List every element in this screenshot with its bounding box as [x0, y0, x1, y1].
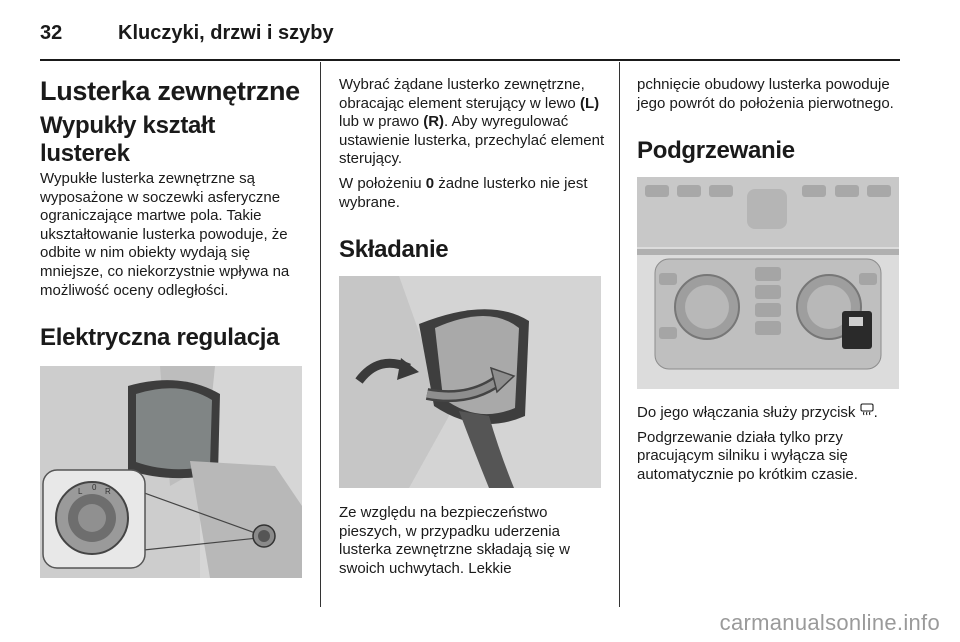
mirror-heating-icon [860, 403, 874, 423]
label-zero: 0 [92, 483, 97, 493]
figure-mirror-folding [339, 276, 601, 488]
section-title: Lusterka zewnętrzne [40, 76, 300, 106]
heating-panel-illustration [637, 177, 899, 389]
figure-mirror-control [40, 366, 302, 578]
column-divider-2 [619, 62, 620, 607]
bold-r: (R) [423, 113, 445, 131]
text-run: . [873, 404, 878, 422]
column-3 [637, 62, 903, 485]
selection-paragraph [339, 76, 605, 169]
bold-zero: 0 [425, 174, 435, 192]
text-run: . Aby wyregulować ustawienie lusterka, przechylać element sterujący. [339, 113, 605, 168]
text-run: lub w prawo [339, 113, 424, 131]
text-run: W położeniu [339, 174, 426, 192]
heating-operation-paragraph: Podgrzewanie działa tylko przy pracującym silniku i wyłącza się automatycznie po krótkim czasie. [637, 428, 858, 483]
label-r: R [105, 487, 111, 497]
header-rule [40, 59, 900, 61]
subsection-convex-title: Wypukły kształt lusterek [40, 112, 216, 167]
text-run: Do jego włączania służy przycisk [637, 404, 860, 422]
chapter-title: Kluczyki, drzwi i szyby [118, 22, 334, 44]
heating-button-paragraph [637, 403, 903, 423]
figure-heating-panel [637, 177, 899, 389]
subsection-heating-title: Podgrzewanie [637, 137, 795, 165]
mirror-folding-illustration [339, 276, 601, 488]
column-divider-1 [320, 62, 321, 607]
return-paragraph: pchnięcie obudowy lusterka powoduje jego powrót do położenia pierwotnego. [637, 76, 894, 112]
text-run: Wybrać żądane lusterko zewnętrzne, obracając element sterujący w lewo [339, 76, 585, 112]
bold-l: (L) [579, 94, 600, 112]
column-2 [339, 62, 605, 579]
label-l: L [78, 487, 83, 497]
page-number: 32 [40, 22, 63, 44]
subsection-electric-title: Elektryczna regulacja [40, 324, 280, 352]
watermark: carmanualsonline.info [719, 610, 940, 635]
mirror-control-illustration [40, 366, 302, 578]
page-header [40, 16, 920, 60]
folding-paragraph: Ze względu na bezpieczeństwo pieszych, w przypadku uderzenia lusterka zewnętrzne składają się w swoich uchwytach. Lekkie [339, 504, 570, 577]
convex-paragraph: Wypukłe lusterka zewnętrzne są wyposażone w soczewki asferyczne ograniczające martwe pola. Takie ukształtowanie lusterka powoduje, że odbite w nim obiekty wydają się mniejsze, co niekorzystnie wpływa na możliwość oceny odległości. [40, 170, 290, 299]
subsection-folding-title: Składanie [339, 236, 449, 264]
position-zero-paragraph [339, 175, 605, 212]
column-1 [40, 62, 304, 578]
text-run: żadne lusterko nie jest wybrane. [339, 174, 588, 211]
